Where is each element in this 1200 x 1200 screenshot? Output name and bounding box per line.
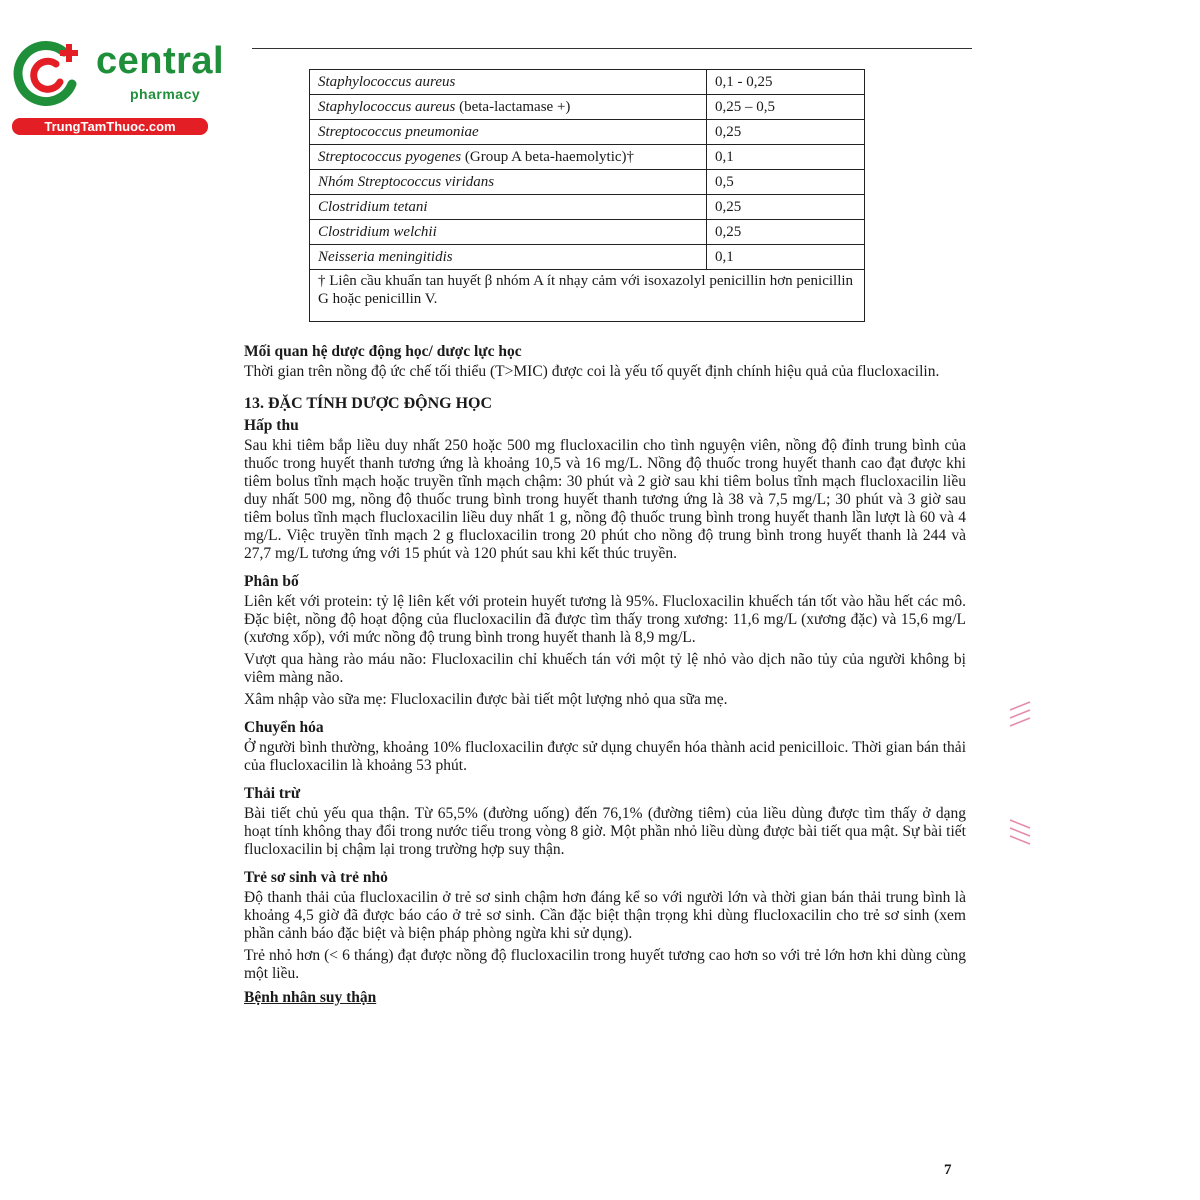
- mic-table: [309, 69, 865, 322]
- distribution-text-1: Liên kết với protein: tỷ lệ liên kết với protein huyết tương là 95%. Flucloxacilin khuếch tán tốt vào hầu hết các mô. Đặc biệt, nồng độ hoạt động của flucloxacilin đã được tìm thấy trong xương: 11,6 mg/L (xương đặc) và 15,6 mg/L (xương xốp), với mức nồng độ trung bình trong huyết thanh là 8,9 mg/L.: [244, 593, 966, 646]
- neonates-text-2: Trẻ nhỏ hơn (< 6 tháng) đạt được nồng độ flucloxacilin trong huyết tương cao hơn so với trẻ lớn hơn khi dùng cùng một liều.: [244, 947, 966, 982]
- page-number: 7: [944, 1162, 952, 1178]
- mic-value-cell: 0,1: [707, 245, 865, 270]
- table-row: [310, 220, 865, 245]
- top-rule: [252, 48, 972, 49]
- neonates-text-1: Độ thanh thải của flucloxacilin ở trẻ sơ sinh chậm hơn đáng kể so với người lớn và thời gian bán thải trung bình là khoảng 4,5 giờ đã được báo cáo ở trẻ sơ sinh. Cần đặc biệt thận trọng khi dùng flucloxacilin cho trẻ sơ sinh (xem phần cảnh báo đặc biệt và biện pháp phòng ngừa khi sử dụng).: [244, 889, 966, 942]
- mic-value-cell: 0,1 - 0,25: [707, 70, 865, 95]
- organism-cell: Nhóm Streptococcus viridans: [310, 170, 707, 195]
- table-row: [310, 195, 865, 220]
- stamp-icon: [1004, 700, 1032, 860]
- elimination-heading: Thải trừ: [244, 785, 301, 802]
- organism-cell: Clostridium welchii: [310, 220, 707, 245]
- brand-name: central: [96, 40, 225, 82]
- table-row: [310, 145, 865, 170]
- organism-cell: Staphylococcus aureus: [310, 70, 707, 95]
- absorption-heading: Hấp thu: [244, 417, 299, 434]
- mic-value-cell: 0,25: [707, 195, 865, 220]
- metabolism-text: Ở người bình thường, khoảng 10% flucloxacilin được sử dụng chuyển hóa thành acid penicilloic. Thời gian bán thải của flucloxacilin là khoảng 53 phút.: [244, 739, 966, 774]
- organism-cell: Streptococcus pneumoniae: [310, 120, 707, 145]
- mic-value-cell: 0,5: [707, 170, 865, 195]
- mic-value-cell: 0,25 – 0,5: [707, 95, 865, 120]
- section-13-title: 13. ĐẶC TÍNH DƯỢC ĐỘNG HỌC: [244, 395, 493, 412]
- elimination-text: Bài tiết chủ yếu qua thận. Từ 65,5% (đường uống) đến 76,1% (đường tiêm) của liều dùng được tìm thấy ở dạng hoạt tính không thay đổi trong nước tiểu trong vòng 8 giờ. Một phần nhỏ liều dùng được bài tiết qua mật. Sự bài tiết flucloxacilin bị chậm lại trong trường hợp suy thận.: [244, 805, 966, 858]
- document-body: [244, 343, 966, 1007]
- mic-value-cell: 0,1: [707, 145, 865, 170]
- neonates-heading: Trẻ sơ sinh và trẻ nhỏ: [244, 869, 388, 886]
- table-row: [310, 120, 865, 145]
- mic-value-cell: 0,25: [707, 120, 865, 145]
- table-row: [310, 245, 865, 270]
- table-note-row: [310, 270, 865, 322]
- pkpd-text: Thời gian trên nồng độ ức chế tối thiểu (T>MIC) được coi là yếu tố quyết định chính hiệu quả của flucloxacilin.: [244, 363, 940, 380]
- stamp-mark: [1004, 700, 1032, 860]
- table-row: [310, 95, 865, 120]
- brand-logo: [12, 36, 225, 136]
- metabolism-heading: Chuyển hóa: [244, 719, 324, 736]
- brand-site[interactable]: TrungTamThuoc.com: [12, 118, 208, 135]
- distribution-text-2: Vượt qua hàng rào máu não: Flucloxacilin chỉ khuếch tán với một tỷ lệ nhỏ vào dịch não tủy của người không bị viêm màng não.: [244, 651, 966, 686]
- mic-value-cell: 0,25: [707, 220, 865, 245]
- organism-cell: Neisseria meningitidis: [310, 245, 707, 270]
- distribution-heading: Phân bố: [244, 573, 299, 590]
- pkpd-heading: Mối quan hệ dược động học/ dược lực học: [244, 343, 522, 360]
- brand-sub: pharmacy: [130, 86, 201, 102]
- distribution-text-3: Xâm nhập vào sữa mẹ: Flucloxacilin được bài tiết một lượng nhỏ qua sữa mẹ.: [244, 691, 728, 708]
- organism-cell: Clostridium tetani: [310, 195, 707, 220]
- table-row: [310, 70, 865, 95]
- table-row: [310, 170, 865, 195]
- organism-cell: Streptococcus pyogenes (Group A beta-haemolytic)†: [310, 145, 707, 170]
- absorption-text: Sau khi tiêm bắp liều duy nhất 250 hoặc 500 mg flucloxacilin cho tình nguyện viên, nồng độ đỉnh trung bình của thuốc trong huyết thanh tương ứng là khoảng 10,5 và 16 mg/L. Nồng độ thuốc trong huyết thanh cao đạt được khi tiêm bolus tĩnh mạch hoặc truyền tĩnh mạch chậm: 30 phút và 2 giờ sau khi tiêm bolus tĩnh mạch flucloxacilin liều duy nhất 500 mg, nồng độ thuốc trung bình trong huyết thanh tương ứng là 38 và 7,5 mg/L; 30 phút và 3 giờ sau tiêm bolus tĩnh mạch flucloxacilin liều duy nhất 1 g, nồng độ thuốc trung bình trong huyết thanh lần lượt là 60 và 4 mg/L. Việc truyền tĩnh mạch 2 g flucloxacilin trong 20 phút cho nồng độ trung bình trong huyết thanh là 244 và 27,7 mg/L tương ứng với 15 phút và 120 phút sau khi kết thúc truyền.: [244, 437, 966, 562]
- renal-heading: Bệnh nhân suy thận: [244, 989, 377, 1006]
- organism-cell: Staphylococcus aureus (beta-lactamase +): [310, 95, 707, 120]
- table-footnote: † Liên cầu khuẩn tan huyết β nhóm A ít nhạy cảm với isoxazolyl penicillin hơn penicillin G hoặc penicillin V.: [310, 270, 865, 322]
- central-pharmacy-logo-icon: [12, 38, 84, 110]
- mic-table-body: [310, 70, 865, 322]
